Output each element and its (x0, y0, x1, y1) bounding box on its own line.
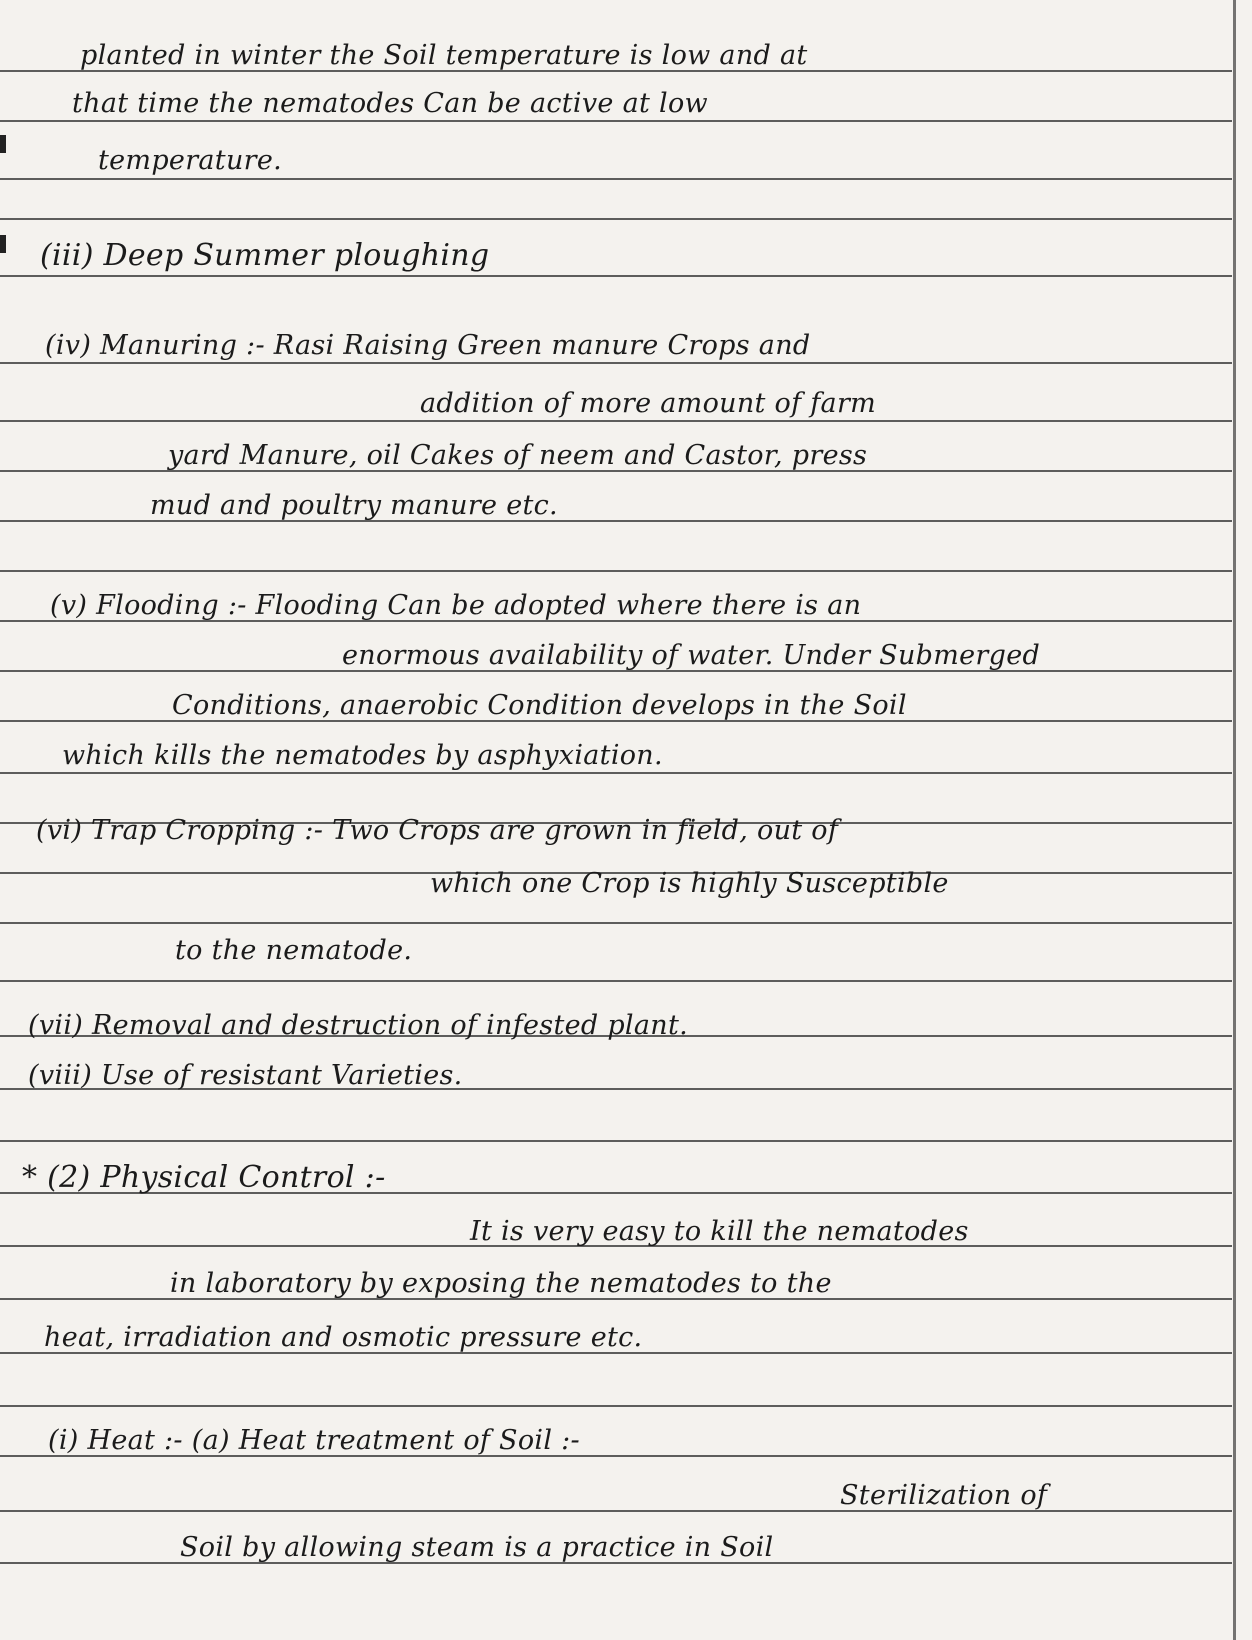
page-edge (1233, 0, 1236, 1640)
section-heading: (iii) Deep Summer ploughing (40, 238, 490, 273)
text-line: (v) Flooding :- Flooding Can be adopted where there is an (50, 590, 862, 621)
text-line: (i) Heat :- (a) Heat treatment of Soil :- (48, 1425, 580, 1456)
text-line: addition of more amount of farm (420, 388, 877, 419)
text-line: Soil by allowing steam is a practice in Soil (180, 1532, 774, 1563)
margin-mark (0, 235, 6, 253)
text-line: which one Crop is highly Susceptible (430, 868, 949, 899)
margin-mark (0, 135, 6, 153)
text-line: that time the nematodes Can be active at low (72, 88, 708, 119)
ruled-line (0, 922, 1232, 924)
text-line: (iv) Manuring :- Rasi Raising Green manure Crops and (45, 330, 811, 361)
text-line: in laboratory by exposing the nematodes to the (170, 1268, 832, 1299)
text-line: to the nematode. (175, 935, 413, 966)
text-line: yard Manure, oil Cakes of neem and Castor, press (168, 440, 868, 471)
text-line: enormous availability of water. Under Submerged (342, 640, 1041, 671)
text-line: It is very easy to kill the nematodes (470, 1216, 969, 1247)
ruled-line (0, 362, 1232, 364)
text-line: (viii) Use of resistant Varieties. (28, 1060, 463, 1091)
ruled-line (0, 1140, 1232, 1142)
text-line: Conditions, anaerobic Condition develops in the Soil (172, 690, 907, 721)
ruled-line (0, 772, 1232, 774)
ruled-line (0, 1405, 1232, 1407)
text-line: (vii) Removal and destruction of infested plant. (28, 1010, 688, 1041)
text-line: heat, irradiation and osmotic pressure etc. (44, 1322, 643, 1353)
ruled-line (0, 275, 1232, 277)
ruled-line (0, 218, 1232, 220)
text-line: planted in winter the Soil temperature is low and at (80, 40, 808, 71)
text-line: mud and poultry manure etc. (150, 490, 558, 521)
text-line: temperature. (98, 145, 283, 176)
text-line: Sterilization of (840, 1480, 1048, 1511)
ruled-line (0, 570, 1232, 572)
text-line: which kills the nematodes by asphyxiation. (62, 740, 663, 771)
ruled-line (0, 120, 1232, 122)
ruled-line (0, 178, 1232, 180)
text-line: (vi) Trap Cropping :- Two Crops are grown in field, out of (36, 815, 839, 846)
section-heading: * (2) Physical Control :- (22, 1160, 386, 1195)
ruled-line (0, 980, 1232, 982)
ruled-line (0, 420, 1232, 422)
